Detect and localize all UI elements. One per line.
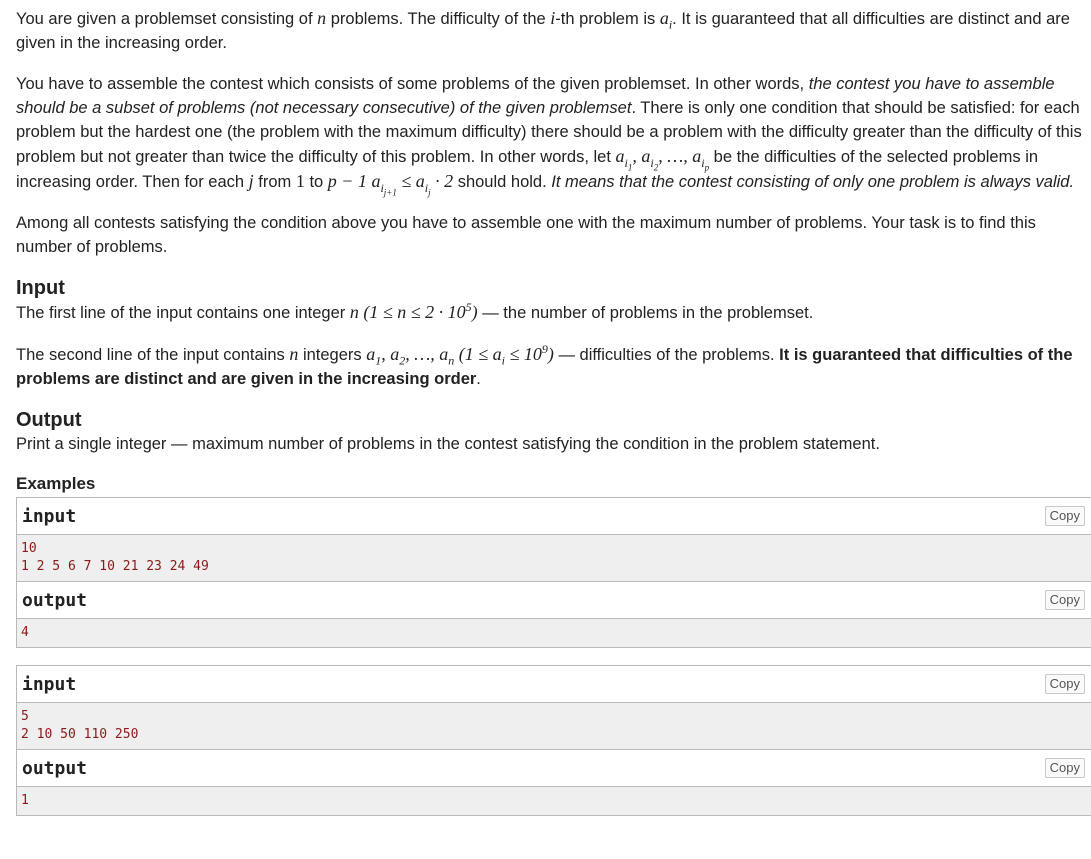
math-i: i (550, 8, 556, 28)
copy-button[interactable]: Copy (1045, 590, 1085, 610)
text: problems. The difficulty of the (326, 10, 551, 28)
examples-title: Examples (16, 474, 96, 493)
text: to (304, 173, 328, 191)
example-output-body (17, 619, 1091, 647)
example-output-label: output (22, 758, 88, 779)
text-bold: It is guaranteed that difficulties of the problems are distinct and are given in the increasing order (16, 346, 1073, 388)
text: You are given a problemset consisting of (16, 10, 318, 28)
text: . There is only one condition that should be satisfied: for each problem but the hardest one (the problem with the maximum difficulty) there should be a problem with the difficulty greater than the difficulty of this problem but not greater than twice the difficulty of this problem. In other words, let (16, 99, 1082, 166)
example-line: 10 (21, 541, 37, 556)
text-italic: It means that the contest consisting of only one problem is always valid. (551, 173, 1075, 191)
math-n: n (289, 344, 299, 364)
math-1: 1 (295, 171, 305, 191)
math-j: j (248, 171, 254, 191)
copy-button[interactable]: Copy (1045, 674, 1085, 694)
text: from (253, 173, 296, 191)
math-ai: $a_i$ (659, 8, 673, 32)
math-condition: p − 1 $a_{i_{j+1}} \le a_{i_j} \cdot 2$ (327, 171, 454, 197)
example-input-label: input (22, 674, 77, 695)
example-input-body (17, 535, 1091, 582)
output-section-title: Output (16, 409, 82, 431)
example-output-label: output (22, 590, 88, 611)
math-sequence: $a_{i_1}$, $a_{i_2}$, …, $a_{i_p}$ (615, 146, 710, 172)
text: You have to assemble the contest which consists of some problems of the given problemset. In other words, (16, 75, 809, 93)
example-input-header (17, 498, 1091, 535)
example-2 (16, 665, 1091, 816)
input-section-title: Input (16, 277, 65, 299)
example-1 (16, 497, 1091, 648)
text-italic: the contest you have to assemble should be a subset of problems (not necessary consecutive) of the given problemset (16, 75, 1055, 117)
copy-button[interactable]: Copy (1045, 506, 1085, 526)
example-output-header (17, 750, 1091, 787)
example-line: 4 (21, 625, 29, 640)
example-input-body (17, 703, 1091, 750)
paragraph-2 (16, 72, 1091, 197)
output-text: Print a single integer — maximum number of problems in the contest satisfying the condition in the problem statement. (16, 435, 880, 453)
example-output-header (17, 582, 1091, 619)
example-line: 2 10 50 110 250 (21, 727, 139, 742)
example-line: 5 (21, 709, 29, 724)
math-n: n (317, 8, 327, 28)
example-output-body (17, 787, 1091, 815)
text: . (476, 370, 481, 388)
text: The first line of the input contains one integer (16, 304, 350, 322)
example-line: 1 2 5 6 7 10 21 23 24 49 (21, 559, 209, 574)
math-a-constraint: $a_1$, $a_2$, …, $a_n$ $(1 \le a_i \le 10^9)$ (366, 342, 554, 368)
text: be the difficulties of the selected problems in increasing order. Then for each (16, 148, 1039, 191)
text: — the number of problems in the problemset. (477, 304, 814, 322)
example-line: 1 (21, 793, 29, 808)
paragraph-3: Among all contests satisfying the condition above you have to assemble one with the maximum number of problems. Your task is to find this number of problems. (16, 214, 1036, 256)
input-line-2 (16, 342, 1091, 391)
input-line-1 (16, 300, 1091, 325)
example-input-header (17, 666, 1091, 703)
text: should hold. (453, 173, 552, 191)
text: -th problem is (555, 10, 660, 28)
paragraph-1 (16, 6, 1091, 55)
text: — difficulties of the problems. (553, 346, 780, 364)
text: integers (298, 346, 367, 364)
text: . It is guaranteed that all difficulties are distinct and are given in the increasing order. (16, 10, 1070, 52)
math-n-constraint: n $(1 \le n \le 2 \cdot 10^5)$ (349, 300, 478, 322)
copy-button[interactable]: Copy (1045, 758, 1085, 778)
example-input-label: input (22, 506, 77, 527)
text: The second line of the input contains (16, 346, 290, 364)
